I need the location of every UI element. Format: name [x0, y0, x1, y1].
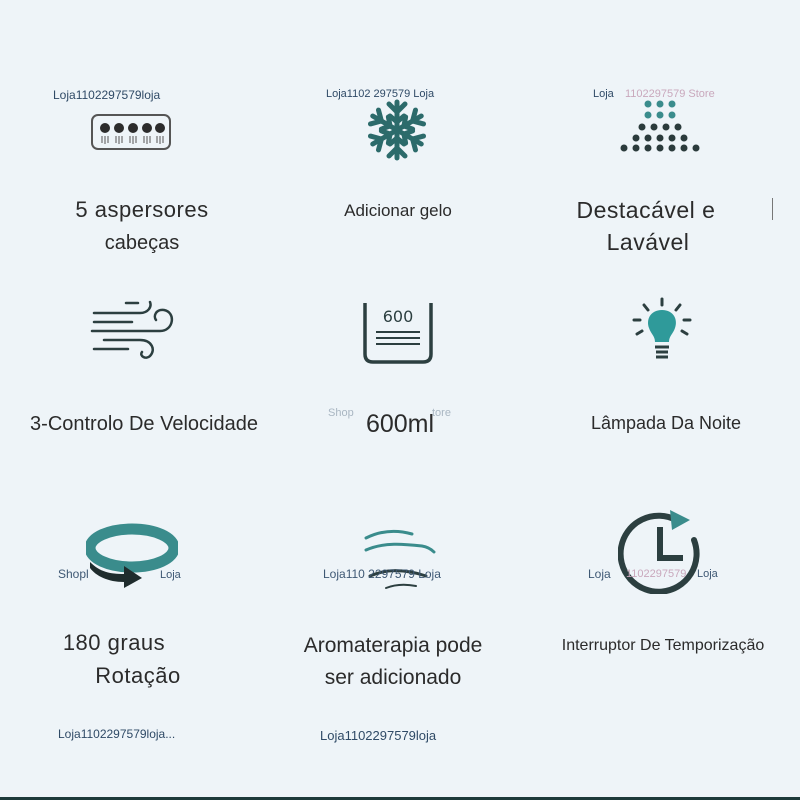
sprinkler-heads-icon [90, 112, 172, 152]
tank-value: 600 [382, 307, 414, 326]
lightbulb-icon [630, 296, 694, 364]
wind-icon [90, 298, 178, 364]
watermark-2: Loja1102 297579 Loja [326, 88, 435, 100]
divider [772, 198, 773, 220]
watermark-9a: Loja [588, 567, 611, 581]
watermark-9c: Loja [697, 568, 718, 580]
watermark-3a: Loja [593, 88, 614, 100]
feature-label-detachable-line2: Lavável [606, 229, 690, 255]
feature-label-sprinklers-line2: cabeças [104, 232, 180, 254]
feature-label-ice: Adicionar gelo [344, 201, 452, 220]
timer-clock-icon [618, 506, 704, 594]
feature-label-timer: Interruptor De Temporização [561, 637, 765, 654]
feature-label-night-lamp: Lâmpada Da Noite [590, 413, 742, 433]
watermark-8: Loja110 2297579 Loja [323, 567, 441, 581]
watermark-5a: Shop [328, 407, 354, 419]
feature-label-aroma-line2: ser adicionado [324, 666, 462, 689]
feature-label-rotation: 180 graus [62, 630, 166, 655]
feature-label-aroma: Aromaterapia pode [303, 634, 483, 657]
feature-label-speed: 3-Controlo De Velocidade [30, 413, 258, 435]
watermark-bottom-2: Loja1102297579loja [320, 728, 437, 743]
feature-label-sprinklers: 5 aspersores [75, 197, 209, 222]
watermark-5b: tore [432, 407, 451, 419]
watermark-3b: 1102297579 Store [625, 88, 715, 100]
dots-triangle-icon [618, 98, 706, 156]
feature-label-detachable: Destacável e [576, 197, 716, 223]
watermark-1: Loja1102297579loja [53, 88, 161, 102]
watermark-bottom-1: Loja1102297579loja... [58, 727, 176, 741]
feature-label-capacity: 600ml [365, 410, 435, 438]
watermark-9b: 1102297579 [626, 568, 687, 580]
snowflake-icon [365, 98, 429, 162]
watermark-7b: Loja [160, 569, 181, 581]
watermark-7a: Shopl [58, 567, 89, 581]
feature-label-rotation-line2: Rotação [95, 663, 181, 688]
water-tank-icon [360, 298, 436, 368]
